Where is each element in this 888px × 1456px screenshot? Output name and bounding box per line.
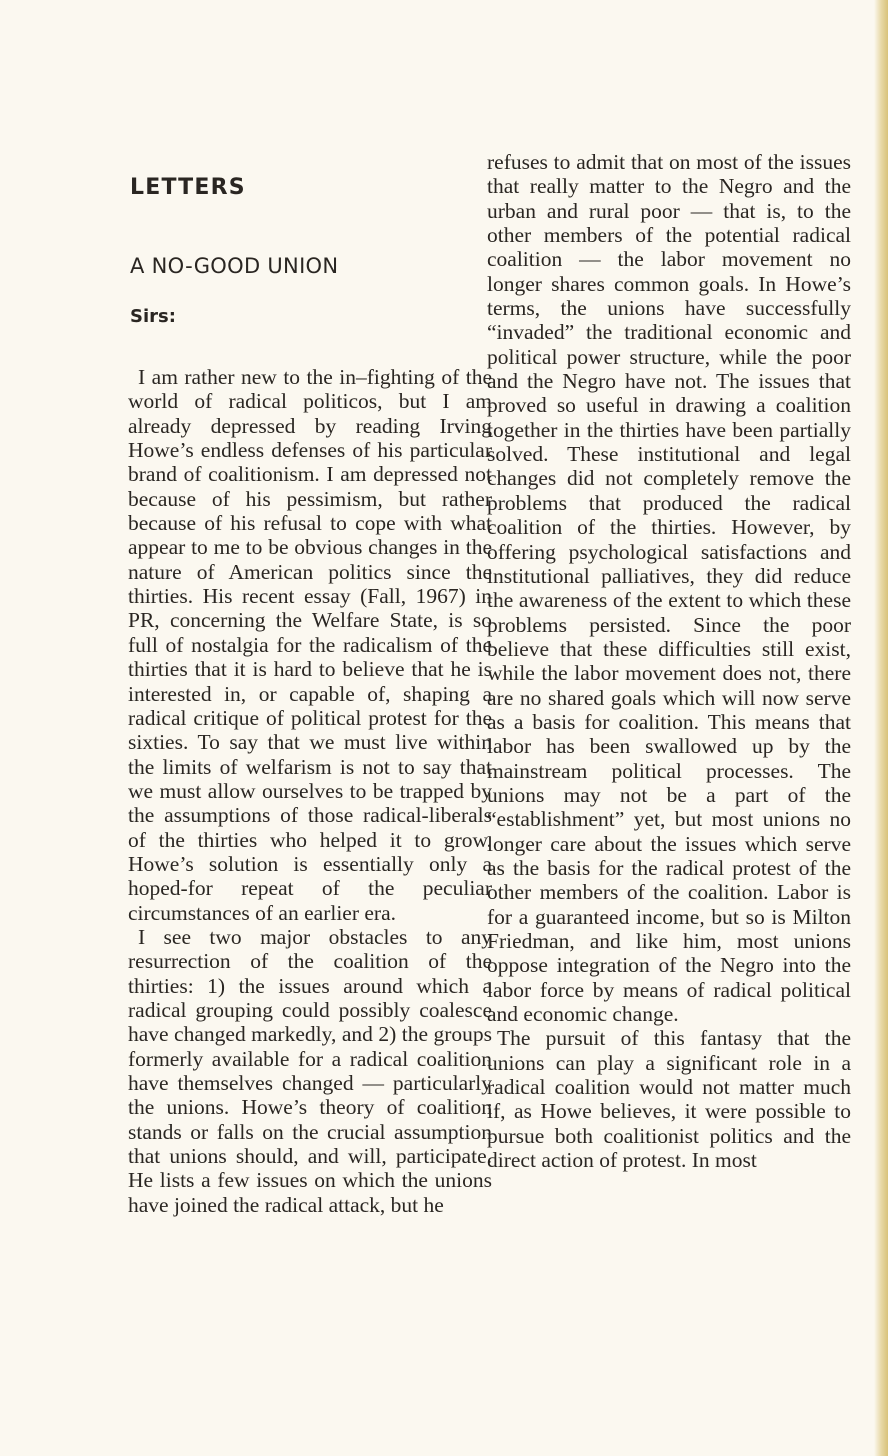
left-column	[128, 150, 492, 1217]
salutation: Sirs:	[130, 305, 176, 327]
left-paragraph-2: I see two major obstacles to any resurrection of the coalition of the thirties: 1) the issues around which a radical grouping could possibly coalesce have changed markedly, and 2) the groups formerly available for a radical coalition have themselves changed — particularly the unions. Howe’s theory of coalition stands or falls on the crucial assumption that unions should, and will, participate. He lists a few issues on which the unions have joined the radical attack, but he	[128, 924, 492, 1217]
right-paragraph-2: The pursuit of this fantasy that the unions can play a significant role in a radical coalition would not matter much if, as Howe believes, it were possible to pursue both coalitionist politics and the direct action of protest. In most	[487, 1026, 851, 1173]
section-heading: LETTERS	[130, 175, 246, 200]
article-title: A NO-GOOD UNION	[130, 254, 339, 279]
page-edge-shadow	[874, 0, 888, 1456]
right-paragraph-1: refuses to admit that on most of the issues that really matter to the Negro and the urban and rural poor — that is, to the other members of the potential radical coalition — the labor movement no longer shares common goals. In Howe’s terms, the unions have successfully “invaded” the traditional economic and political power structure, while the poor and the Negro have not. The issues that proved so useful in drawing a coalition together in the thirties have been partially solved. These institutional and legal changes did not completely remove the problems that produced the radical coalition of the thirties. However, by offering psychological satisfactions and institutional palliatives, they did reduce the awareness of the extent to which these problems persisted. Since the poor believe that these difficulties still exist, while the labor movement does not, there are no shared goals which will now serve as a basis for coalition. This means that labor has been swallowed up by the mainstream political processes. The unions may not be a part of the “establishment” yet, but most unions no longer care about the issues which serve as the basis for the radical protest of the other members of the coalition. Labor is for a guaranteed income, but so is Milton Friedman, and like him, most unions oppose integration of the Negro into the labor force by means of radical political and economic change.	[487, 150, 851, 1027]
right-column	[487, 150, 851, 1172]
left-paragraph-1: I am rather new to the in–fighting of the world of radical politicos, but I am already depressed by reading Irving Howe’s endless defenses of his particular brand of coalitionism. I am depressed not because of his pessimism, but rather because of his refusal to cope with what appear to me to be obvious changes in the nature of American politics since the thirties. His recent essay (Fall, 1967) in PR, concerning the Welfare State, is so full of nostalgia for the radicalism of the thirties that it is hard to believe that he is interested in, or capable of, shaping a radical critique of political protest for the sixties. To say that we must live within the limits of welfarism is not to say that we must allow ourselves to be trapped by the assumptions of those radical-liberals of the thirties who helped it to grow. Howe’s solution is essentially only a hoped-for repeat of the peculiar circumstances of an earlier era.	[128, 365, 492, 925]
